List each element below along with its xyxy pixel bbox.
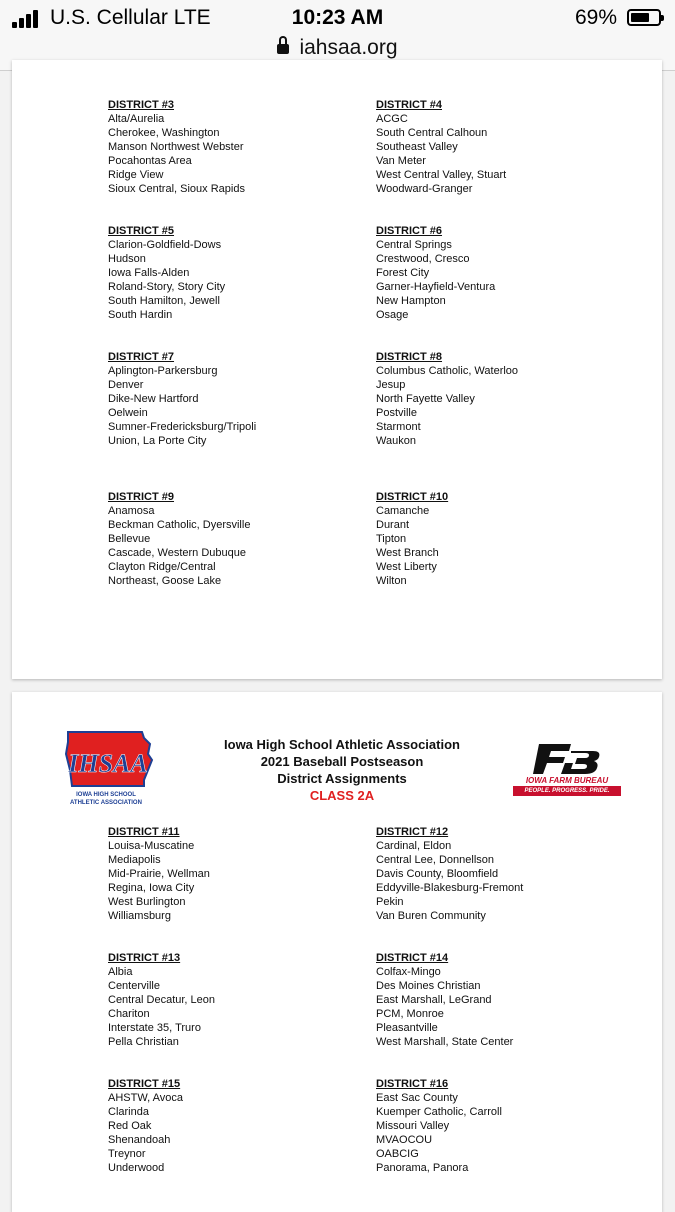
school-name: ACGC	[376, 113, 408, 125]
carrier-label: U.S. Cellular LTE	[50, 6, 211, 29]
district-heading: DISTRICT #8	[376, 351, 443, 363]
ihsaa-logo	[64, 730, 156, 808]
district-heading: DISTRICT #14	[376, 952, 449, 964]
school-name: Woodward-Granger	[376, 183, 473, 195]
school-name: Dike-New Hartford	[108, 393, 199, 405]
school-name: Waukon	[376, 435, 416, 447]
district-heading: DISTRICT #11	[108, 826, 180, 838]
school-name: Ridge View	[108, 169, 164, 181]
school-name: Alta/Aurelia	[108, 113, 165, 125]
school-name: Jesup	[376, 379, 406, 391]
school-name: Manson Northwest Webster	[108, 141, 244, 153]
school-name: PCM, Monroe	[376, 1008, 444, 1020]
district-block	[108, 98, 245, 196]
school-name: Beckman Catholic, Dyersville	[108, 519, 251, 531]
school-name: Underwood	[108, 1162, 165, 1174]
school-name: Crestwood, Cresco	[376, 253, 470, 265]
district-heading: DISTRICT #12	[376, 826, 449, 838]
ihsaa-logo-letters: IHSAA	[68, 749, 148, 778]
school-name: Panorama, Panora	[376, 1162, 469, 1174]
document-page-2	[12, 692, 662, 1212]
district-heading: DISTRICT #3	[108, 99, 175, 111]
district-heading: DISTRICT #10	[376, 491, 449, 503]
district-block	[108, 350, 256, 448]
school-name: Columbus Catholic, Waterloo	[376, 365, 519, 377]
school-name: Oelwein	[108, 407, 148, 419]
school-name: Tipton	[376, 533, 407, 545]
school-name: Eddyville-Blakesburg-Fremont	[376, 882, 524, 894]
school-name: Sioux Central, Sioux Rapids	[108, 183, 245, 195]
school-name: East Sac County	[376, 1092, 458, 1104]
school-name: South Central Calhoun	[376, 127, 488, 139]
school-name: West Marshall, State Center	[376, 1036, 514, 1048]
school-name: Denver	[108, 379, 144, 391]
school-name: Union, La Porte City	[108, 435, 207, 447]
farm-bureau-name: IOWA FARM BUREAU	[525, 776, 609, 785]
school-name: West Liberty	[376, 561, 437, 573]
farm-bureau-logo	[509, 742, 625, 798]
district-block	[376, 825, 523, 923]
school-name: AHSTW, Avoca	[108, 1092, 183, 1104]
header-line-1: Iowa High School Athletic Association	[224, 737, 460, 752]
school-name: Garner-Hayfield-Ventura	[376, 281, 496, 293]
clock: 10:23 AM	[291, 6, 384, 29]
district-block	[376, 951, 513, 1049]
district-heading: DISTRICT #7	[108, 351, 175, 363]
school-name: Chariton	[108, 1008, 150, 1020]
school-name: South Hamilton, Jewell	[108, 295, 220, 307]
school-name: Mediapolis	[108, 854, 161, 866]
school-name: Red Oak	[108, 1120, 152, 1132]
school-name: Anamosa	[108, 505, 155, 517]
school-name: Bellevue	[108, 533, 151, 545]
document-page-1	[12, 60, 662, 679]
school-name: Clarinda	[108, 1106, 149, 1118]
school-name: Pleasantville	[376, 1022, 438, 1034]
header-line-3: District Assignments	[277, 771, 407, 786]
district-block	[108, 825, 210, 923]
school-name: Pocahontas Area	[108, 155, 192, 167]
school-name: Louisa-Muscatine	[108, 840, 195, 852]
school-name: Northeast, Goose Lake	[108, 575, 222, 587]
district-heading: DISTRICT #9	[108, 491, 175, 503]
district-heading: DISTRICT #4	[376, 99, 443, 111]
school-name: Interstate 35, Truro	[108, 1022, 201, 1034]
district-heading: DISTRICT #5	[108, 225, 175, 237]
lock-icon	[277, 44, 289, 54]
school-name: Southeast Valley	[376, 141, 458, 153]
school-name: Kuemper Catholic, Carroll	[376, 1106, 502, 1118]
address-bar[interactable]	[0, 36, 675, 60]
district-block	[108, 1077, 183, 1175]
school-name: Missouri Valley	[376, 1120, 450, 1132]
school-name: Aplington-Parkersburg	[108, 365, 218, 377]
school-name: Cascade, Western Dubuque	[108, 547, 246, 559]
farm-bureau-tagline: PEOPLE. PROGRESS. PRIDE.	[513, 786, 621, 796]
school-name: Postville	[376, 407, 417, 419]
school-name: Osage	[376, 309, 409, 321]
district-heading: DISTRICT #13	[108, 952, 181, 964]
school-name: Durant	[376, 519, 410, 531]
school-name: Pekin	[376, 896, 404, 908]
district-heading: DISTRICT #15	[108, 1078, 181, 1090]
ihsaa-caption-line2: ATHLETIC ASSOCIATION	[70, 800, 142, 806]
school-name: Albia	[108, 966, 133, 978]
school-name: OABCIG	[376, 1148, 419, 1160]
school-name: Van Meter	[376, 155, 426, 167]
school-name: West Branch	[376, 547, 439, 559]
school-name: Iowa Falls-Alden	[108, 267, 190, 279]
school-name: New Hampton	[376, 295, 446, 307]
school-name: Pella Christian	[108, 1036, 179, 1048]
district-heading: DISTRICT #16	[376, 1078, 449, 1090]
document-header	[162, 736, 522, 804]
school-name: Clayton Ridge/Central	[108, 561, 216, 573]
district-block	[376, 224, 495, 322]
school-name: Central Decatur, Leon	[108, 994, 216, 1006]
school-name: Forest City	[376, 267, 430, 279]
school-name: West Central Valley, Stuart	[376, 169, 507, 181]
district-block	[376, 350, 518, 448]
url-text: iahsaa.org	[299, 36, 398, 59]
school-name: Shenandoah	[108, 1134, 171, 1146]
school-name: MVAOCOU	[376, 1134, 433, 1146]
school-name: Clarion-Goldfield-Dows	[108, 239, 222, 251]
school-name: Davis County, Bloomfield	[376, 868, 499, 880]
school-name: Cardinal, Eldon	[376, 840, 452, 852]
district-block	[376, 98, 506, 196]
battery-icon	[627, 9, 661, 26]
district-block	[108, 490, 250, 588]
school-name: Camanche	[376, 505, 430, 517]
school-name: South Hardin	[108, 309, 173, 321]
district-block	[376, 1077, 502, 1175]
school-name: Sumner-Fredericksburg/Tripoli	[108, 421, 257, 433]
school-name: Centerville	[108, 980, 160, 992]
school-name: Colfax-Mingo	[376, 966, 441, 978]
school-name: Des Moines Christian	[376, 980, 481, 992]
school-name: Central Lee, Donnellson	[376, 854, 495, 866]
ihsaa-caption-line1: IOWA HIGH SCHOOL	[76, 792, 136, 798]
district-block	[376, 490, 448, 588]
school-name: Van Buren Community	[376, 910, 486, 922]
school-name: Starmont	[376, 421, 421, 433]
district-heading: DISTRICT #6	[376, 225, 443, 237]
school-name: Central Springs	[376, 239, 452, 251]
farm-bureau-emblem-icon	[509, 742, 625, 776]
school-name: Williamsburg	[108, 910, 171, 922]
school-name: West Burlington	[108, 896, 186, 908]
school-name: Treynor	[108, 1148, 146, 1160]
battery-percentage: 69%	[574, 6, 617, 29]
school-name: Cherokee, Washington	[108, 127, 220, 139]
school-name: Mid-Prairie, Wellman	[108, 868, 210, 880]
school-name: East Marshall, LeGrand	[376, 994, 492, 1006]
school-name: North Fayette Valley	[376, 393, 475, 405]
school-name: Regina, Iowa City	[108, 882, 195, 894]
school-name: Roland-Story, Story City	[108, 281, 226, 293]
district-block	[108, 951, 215, 1049]
school-name: Hudson	[108, 253, 146, 265]
class-label: CLASS 2A	[309, 788, 375, 803]
header-line-2: 2021 Baseball Postseason	[260, 754, 424, 769]
district-block	[108, 224, 225, 322]
school-name: Wilton	[376, 575, 407, 587]
